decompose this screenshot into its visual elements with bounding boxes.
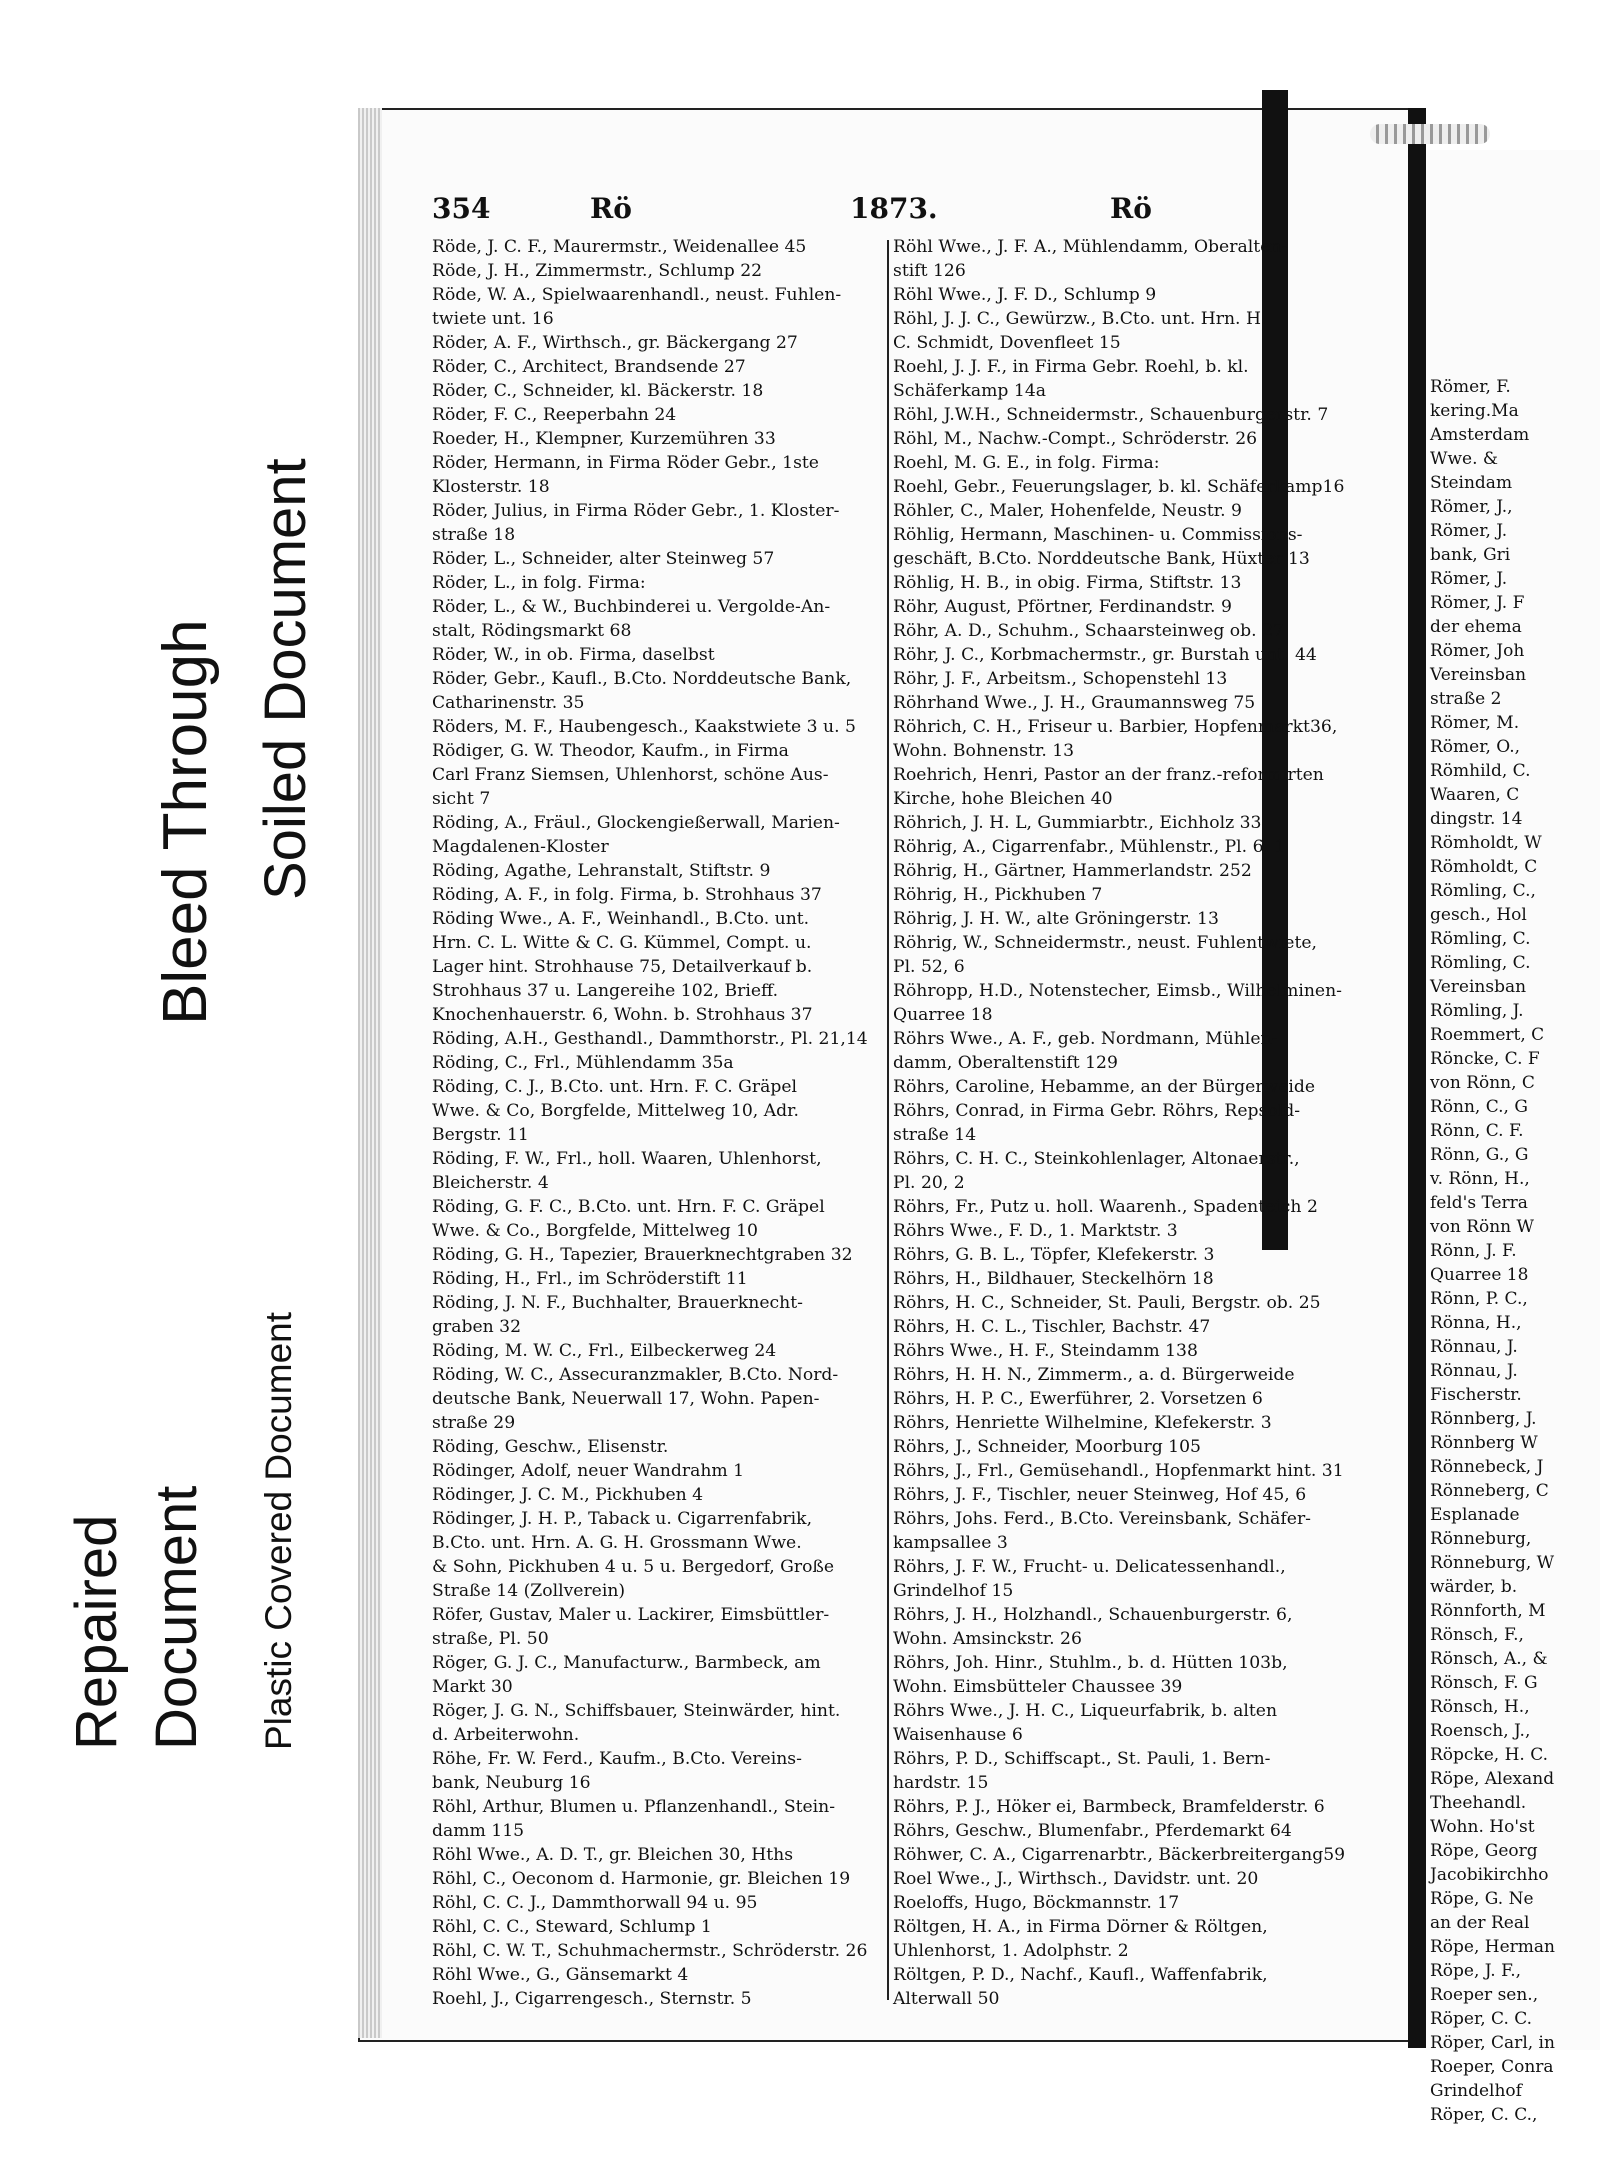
directory-entry-line: Carl Franz Siemsen, Uhlenhorst, schöne Aus- xyxy=(432,765,829,785)
directory-entry-line: Wwe. & Co, Borgfelde, Mittelweg 10, Adr. xyxy=(432,1101,799,1121)
directory-entry-line: Röhrig, H., Pickhuben 7 xyxy=(893,885,1103,905)
facing-page-entry-line: Grindelhof xyxy=(1430,2081,1522,2101)
directory-entry-line: Röhrs, H. P. C., Ewerführer, 2. Vorsetzen 6 xyxy=(893,1389,1263,1409)
label-soiled-box xyxy=(250,330,325,930)
directory-entry-line: Röhl Wwe., G., Gänsemarkt 4 xyxy=(432,1965,689,1985)
facing-page-entry-line: straße 2 xyxy=(1430,689,1502,709)
facing-page-entry-line: Rönn, P. C., xyxy=(1430,1289,1528,1309)
directory-entry-line: sicht 7 xyxy=(432,789,491,809)
facing-page-entry-line: Röpe, Georg xyxy=(1430,1841,1538,1861)
directory-entry-line: Waisenhause 6 xyxy=(893,1725,1023,1745)
directory-entry-line: straße 29 xyxy=(432,1413,516,1433)
directory-entry-line: twiete unt. 16 xyxy=(432,309,554,329)
directory-entry-line: Klosterstr. 18 xyxy=(432,477,550,497)
directory-entry-line: & Sohn, Pickhuben 4 u. 5 u. Bergedorf, Große xyxy=(432,1557,835,1577)
directory-entry-line: Rödinger, J. C. M., Pickhuben 4 xyxy=(432,1485,704,1505)
page-number: 354 xyxy=(432,192,491,225)
page-edges xyxy=(358,108,382,2038)
directory-entry-line: graben 32 xyxy=(432,1317,522,1337)
directory-entry-line: Röding, Geschw., Elisenstr. xyxy=(432,1437,669,1457)
facing-page-entry-line: gesch., Hol xyxy=(1430,905,1527,925)
facing-page-entry-line: Römer, O., xyxy=(1430,737,1521,757)
facing-page-entry-line: Roeper sen., xyxy=(1430,1985,1539,2005)
directory-entry-line: stift 126 xyxy=(893,261,966,281)
book-gutter xyxy=(1408,108,1426,2048)
directory-entry-line: B.Cto. unt. Hrn. A. G. H. Grossmann Wwe. xyxy=(432,1533,802,1553)
directory-entry-line: Röhrig, H., Gärtner, Hammerlandstr. 252 xyxy=(893,861,1252,881)
facing-page-entry-line: Roeper, Conra xyxy=(1430,2057,1554,2077)
directory-entry-line: Röhrs, J. F. W., Frucht- u. Delicatessenhandl., xyxy=(893,1557,1286,1577)
directory-entry-line: Röding, A. F., in folg. Firma, b. Strohhaus 37 xyxy=(432,885,822,905)
directory-entry-line: Röhe, Fr. W. Ferd., Kaufm., B.Cto. Vereins- xyxy=(432,1749,802,1769)
directory-entry-line: Röhrs, Geschw., Blumenfabr., Pferdemarkt 64 xyxy=(893,1821,1292,1841)
directory-entry-line: Röding, C., Frl., Mühlendamm 35a xyxy=(432,1053,734,1073)
directory-entry-line: Röhrs, J., Frl., Gemüsehandl., Hopfenmarkt hint. 31 xyxy=(893,1461,1344,1481)
directory-entry-line: Röders, M. F., Haubengesch., Kaakstwiete 3 u. 5 xyxy=(432,717,856,737)
facing-page-column xyxy=(1430,375,1555,2127)
facing-page-entry-line: Rönnforth, M xyxy=(1430,1601,1546,1621)
facing-page-entry-line: Römer, F. xyxy=(1430,377,1511,397)
facing-page-entry-line: Roensch, J., xyxy=(1430,1721,1531,1741)
directory-entry-line: Röhrs, J. F., Tischler, neuer Steinweg, Hof 45, 6 xyxy=(893,1485,1307,1505)
directory-entry-line: Röhl Wwe., J. F. D., Schlump 9 xyxy=(893,285,1157,305)
left-column xyxy=(432,235,882,2011)
directory-entry-line: Röding, C. J., B.Cto. unt. Hrn. F. C. Gräpel xyxy=(432,1077,797,1097)
bookmark-cord xyxy=(1370,124,1490,144)
directory-entry-line: Röhl, C. C. J., Dammthorwall 94 u. 95 xyxy=(432,1893,758,1913)
directory-entry-line: Röhrs, Henriette Wilhelmine, Klefekerstr. 3 xyxy=(893,1413,1272,1433)
facing-page-entry-line: Röper, Carl, in xyxy=(1430,2033,1555,2053)
directory-entry-line: Röhlig, H. B., in obig. Firma, Stiftstr. 13 xyxy=(893,573,1242,593)
facing-page-entry-line: Roemmert, C xyxy=(1430,1025,1545,1045)
facing-page-entry-line: Römholdt, C xyxy=(1430,857,1538,877)
facing-page-entry-line: Römling, J. xyxy=(1430,1001,1524,1021)
facing-page-entry-line: Römholdt, W xyxy=(1430,833,1542,853)
facing-page-entry-line: Römer, J. F xyxy=(1430,593,1525,613)
directory-entry-line: Röhl, C. W. T., Schuhmachermstr., Schröderstr. 26 xyxy=(432,1941,868,1961)
directory-entry-line: Röhrs, H. H. N., Zimmerm., a. d. Bürgerweide xyxy=(893,1365,1295,1385)
directory-entry-line: Röhl Wwe., J. F. A., Mühlendamm, Oberalten- xyxy=(893,237,1288,257)
directory-entry-line: Röhlig, Hermann, Maschinen- u. Commissions- xyxy=(893,525,1303,545)
left-running-head: Rö xyxy=(590,192,632,225)
directory-entry-line: Röhrs, Joh. Hinr., Stuhlm., b. d. Hütten 103b, xyxy=(893,1653,1288,1673)
directory-entry-line: Röder, L., & W., Buchbinderei u. Vergolde-An- xyxy=(432,597,831,617)
directory-entry-line: Roel Wwe., J., Wirthsch., Davidstr. unt. 20 xyxy=(893,1869,1259,1889)
directory-entry-line: Röding, G. H., Tapezier, Brauerknechtgraben 32 xyxy=(432,1245,853,1265)
facing-page-entry-line: Rönsch, H., xyxy=(1430,1697,1530,1717)
directory-entry-line: Catharinenstr. 35 xyxy=(432,693,585,713)
directory-entry-line: straße 14 xyxy=(893,1125,977,1145)
repaired-label-line2: Document xyxy=(144,1485,209,1750)
directory-entry-line: hardstr. 15 xyxy=(893,1773,989,1793)
directory-entry-line: Röhrs Wwe., A. F., geb. Nordmann, Mühlen- xyxy=(893,1029,1278,1049)
label-repaired-box xyxy=(55,1370,225,1770)
facing-page-entry-line: Röpe, Herman xyxy=(1430,1937,1556,1957)
directory-entry-line: Röhr, August, Pförtner, Ferdinandstr. 9 xyxy=(893,597,1232,617)
directory-entry-line: straße, Pl. 50 xyxy=(432,1629,549,1649)
directory-entry-line: Röhrs Wwe., F. D., 1. Marktstr. 3 xyxy=(893,1221,1178,1241)
facing-page-entry-line: der ehema xyxy=(1430,617,1522,637)
directory-entry-line: Wohn. Amsinckstr. 26 xyxy=(893,1629,1082,1649)
directory-entry-line: deutsche Bank, Neuerwall 17, Wohn. Papen- xyxy=(432,1389,820,1409)
directory-entry-line: Röder, Hermann, in Firma Röder Gebr., 1ste xyxy=(432,453,819,473)
directory-entry-line: geschäft, B.Cto. Norddeutsche Bank, Hüxter 13 xyxy=(893,549,1310,569)
directory-entry-line: Röhrs, P. J., Höker ei, Barmbeck, Bramfelderstr. 6 xyxy=(893,1797,1325,1817)
directory-entry-line: Pl. 52, 6 xyxy=(893,957,965,977)
directory-entry-line: Röhl Wwe., A. D. T., gr. Bleichen 30, Hths xyxy=(432,1845,794,1865)
directory-entry-line: Wohn. Eimsbütteler Chaussee 39 xyxy=(893,1677,1183,1697)
directory-entry-line: Röhrs, Conrad, in Firma Gebr. Röhrs, Repsold- xyxy=(893,1101,1301,1121)
repaired-label-line1: Repaired xyxy=(64,1514,129,1750)
directory-entry-line: C. Schmidt, Dovenfleet 15 xyxy=(893,333,1121,353)
facing-page-entry-line: Rönn, G., G xyxy=(1430,1145,1529,1165)
facing-page-entry-line: Rönneburg, W xyxy=(1430,1553,1555,1573)
directory-entry-line: Straße 14 (Zollverein) xyxy=(432,1581,626,1601)
directory-entry-line: Röfer, Gustav, Maler u. Lackirer, Eimsbüttler- xyxy=(432,1605,830,1625)
directory-entry-line: Röhr, A. D., Schuhm., Schaarsteinweg ob. 27 xyxy=(893,621,1284,641)
directory-entry-line: stalt, Rödingsmarkt 68 xyxy=(432,621,632,641)
directory-entry-line: Röhl, J.W.H., Schneidermstr., Schauenburgerstr. 7 xyxy=(893,405,1329,425)
directory-entry-line: Röhrig, J. H. W., alte Gröningerstr. 13 xyxy=(893,909,1219,929)
directory-entry-line: Röhrs Wwe., J. H. C., Liqueurfabrik, b. alten xyxy=(893,1701,1278,1721)
directory-entry-line: Uhlenhorst, 1. Adolphstr. 2 xyxy=(893,1941,1129,1961)
directory-entry-line: Röding, H., Frl., im Schröderstift 11 xyxy=(432,1269,748,1289)
facing-page-entry-line: an der Real xyxy=(1430,1913,1530,1933)
facing-page-entry-line: Rönnebeck, J xyxy=(1430,1457,1544,1477)
directory-entry-line: Röhrs, G. B. L., Töpfer, Klefekerstr. 3 xyxy=(893,1245,1215,1265)
bleed-through-label: Bleed Through xyxy=(151,619,220,1025)
directory-entry-line: Röder, Gebr., Kaufl., B.Cto. Norddeutsche Bank, xyxy=(432,669,852,689)
facing-page-entry-line: Römer, M. xyxy=(1430,713,1520,733)
directory-entry-line: Röding, G. F. C., B.Cto. unt. Hrn. F. C. Gräpel xyxy=(432,1197,825,1217)
directory-entry-line: Röding Wwe., A. F., Weinhandl., B.Cto. unt. xyxy=(432,909,810,929)
directory-entry-line: Rödinger, J. H. P., Taback u. Cigarrenfabrik, xyxy=(432,1509,813,1529)
directory-entry-line: bank, Neuburg 16 xyxy=(432,1773,591,1793)
facing-page-entry-line: Rönnau, J. xyxy=(1430,1337,1518,1357)
directory-entry-line: Röder, W., in ob. Firma, daselbst xyxy=(432,645,715,665)
directory-entry-line: Röder, F. C., Reeperbahn 24 xyxy=(432,405,677,425)
right-running-head: Rö xyxy=(1110,192,1152,225)
directory-entry-line: Röhropp, H.D., Notenstecher, Eimsb., Wilhelminen- xyxy=(893,981,1342,1001)
facing-page-entry-line: Rönneberg, C xyxy=(1430,1481,1549,1501)
directory-entry-line: Röder, Julius, in Firma Röder Gebr., 1. Kloster- xyxy=(432,501,840,521)
directory-entry-line: damm 115 xyxy=(432,1821,525,1841)
facing-page-entry-line: Theehandl. xyxy=(1430,1793,1527,1813)
facing-page-entry-line: Esplanade xyxy=(1430,1505,1520,1525)
directory-entry-line: Röding, Agathe, Lehranstalt, Stiftstr. 9 xyxy=(432,861,771,881)
directory-entry-line: Wwe. & Co., Borgfelde, Mittelweg 10 xyxy=(432,1221,758,1241)
directory-entry-line: Röhrhand Wwe., J. H., Graumannsweg 75 xyxy=(893,693,1256,713)
directory-entry-line: Hrn. C. L. Witte & C. G. Kümmel, Compt. u. xyxy=(432,933,812,953)
directory-entry-line: Röger, J. G. N., Schiffsbauer, Steinwärder, hint. xyxy=(432,1701,841,1721)
facing-page-entry-line: Römer, J., xyxy=(1430,497,1513,517)
column-divider xyxy=(887,240,889,2000)
directory-entry-line: Röhrs, H. C. L., Tischler, Bachstr. 47 xyxy=(893,1317,1211,1337)
directory-entry-line: Röhrich, J. H. L, Gummiarbtr., Eichholz 33 xyxy=(893,813,1262,833)
facing-page-entry-line: feld's Terra xyxy=(1430,1193,1528,1213)
facing-page-entry-line: kering.Ma xyxy=(1430,401,1519,421)
directory-entry-line: Röhrig, A., Cigarrenfabr., Mühlenstr., Pl. 6, 1 xyxy=(893,837,1286,857)
directory-entry-line: Quarree 18 xyxy=(893,1005,993,1025)
directory-entry-line: Röhwer, C. A., Cigarrenarbtr., Bäckerbreitergang59 xyxy=(893,1845,1346,1865)
directory-entry-line: Röding, A., Fräul., Glockengießerwall, Marien- xyxy=(432,813,840,833)
directory-entry-line: damm, Oberaltenstift 129 xyxy=(893,1053,1118,1073)
directory-entry-line: Lager hint. Strohhause 75, Detailverkauf b. xyxy=(432,957,813,977)
facing-page-entry-line: Rönnberg, J. xyxy=(1430,1409,1537,1429)
directory-entry-line: Röhrs, J. H., Holzhandl., Schauenburgerstr. 6, xyxy=(893,1605,1293,1625)
right-column xyxy=(893,235,1345,2011)
directory-entry-line: Grindelhof 15 xyxy=(893,1581,1014,1601)
directory-entry-line: Roehl, J. J. F., in Firma Gebr. Roehl, b. kl. xyxy=(893,357,1249,377)
facing-page-entry-line: Römling, C., xyxy=(1430,881,1536,901)
label-bleed-through-box xyxy=(150,345,230,1045)
directory-entry-line: Strohhaus 37 u. Langereihe 102, Brieff. xyxy=(432,981,779,1001)
facing-page-entry-line: Römer, J. xyxy=(1430,521,1508,541)
facing-page-entry-line: wärder, b. xyxy=(1430,1577,1518,1597)
facing-page-entry-line: von Rönn W xyxy=(1430,1217,1535,1237)
facing-page-entry-line: Römer, Joh xyxy=(1430,641,1525,661)
directory-entry-line: Röhrs, Fr., Putz u. holl. Waarenh., Spadenteich 2 xyxy=(893,1197,1318,1217)
facing-page-entry-line: Rönn, J. F. xyxy=(1430,1241,1517,1261)
directory-entry-line: Bleicherstr. 4 xyxy=(432,1173,549,1193)
directory-entry-line: Magdalenen-Kloster xyxy=(432,837,609,857)
directory-entry-line: Röding, J. N. F., Buchhalter, Brauerknecht- xyxy=(432,1293,803,1313)
facing-page-entry-line: Römer, J. xyxy=(1430,569,1508,589)
directory-entry-line: Röder, L., in folg. Firma: xyxy=(432,573,646,593)
directory-entry-line: Röhrich, C. H., Friseur u. Barbier, Hopfenmarkt36, xyxy=(893,717,1338,737)
directory-entry-line: kampsallee 3 xyxy=(893,1533,1008,1553)
soiled-document-label: Soiled Document xyxy=(253,458,318,900)
facing-page-entry-line: Röpe, Alexand xyxy=(1430,1769,1555,1789)
directory-entry-line: Röhrig, W., Schneidermstr., neust. Fuhlentwiete, xyxy=(893,933,1317,953)
facing-page-entry-line: Röpe, G. Ne xyxy=(1430,1889,1534,1909)
facing-page-entry-line: von Rönn, C xyxy=(1430,1073,1535,1093)
directory-entry-line: Röding, A.H., Gesthandl., Dammthorstr., Pl. 21,14 xyxy=(432,1029,868,1049)
facing-page-entry-line: Wwe. & xyxy=(1430,449,1499,469)
facing-page-entry-line: Röpe, J. F., xyxy=(1430,1961,1522,1981)
directory-entry-line: Röhler, C., Maler, Hohenfelde, Neustr. 9 xyxy=(893,501,1242,521)
directory-entry-line: Röde, W. A., Spielwaarenhandl., neust. Fuhlen- xyxy=(432,285,842,305)
facing-page-entry-line: Rönneburg, xyxy=(1430,1529,1532,1549)
facing-page-entry-line: Römhild, C. xyxy=(1430,761,1531,781)
directory-entry-line: Röltgen, P. D., Nachf., Kaufl., Waffenfabrik, xyxy=(893,1965,1268,1985)
directory-entry-line: Alterwall 50 xyxy=(893,1989,1000,2009)
facing-page-entry-line: Rönnberg W xyxy=(1430,1433,1538,1453)
facing-page-entry-line: Vereinsban xyxy=(1430,977,1527,997)
directory-entry-line: Roehl, J., Cigarrengesch., Sternstr. 5 xyxy=(432,1989,752,2009)
facing-page-entry-line: Amsterdam xyxy=(1430,425,1530,445)
label-plastic-box xyxy=(240,1150,335,1770)
facing-page-entry-line: Rönsch, A., & xyxy=(1430,1649,1548,1669)
facing-page-entry-line: Röper, C. C., xyxy=(1430,2105,1538,2125)
directory-entry-line: Roehl, M. G. E., in folg. Firma: xyxy=(893,453,1160,473)
facing-page-entry-line: Röpcke, H. C. xyxy=(1430,1745,1549,1765)
directory-entry-line: Röger, G. J. C., Manufacturw., Barmbeck, am xyxy=(432,1653,821,1673)
directory-entry-line: Röder, C., Schneider, kl. Bäckerstr. 18 xyxy=(432,381,764,401)
facing-page-entry-line: Rönn, C., G xyxy=(1430,1097,1528,1117)
directory-entry-line: Bergstr. 11 xyxy=(432,1125,529,1145)
directory-entry-line: Röhl, Arthur, Blumen u. Pflanzenhandl., Stein- xyxy=(432,1797,836,1817)
directory-entry-line: Röding, W. C., Assecuranzmakler, B.Cto. Nord- xyxy=(432,1365,839,1385)
directory-entry-line: Knochenhauerstr. 6, Wohn. b. Strohhaus 37 xyxy=(432,1005,813,1025)
directory-entry-line: straße 18 xyxy=(432,525,516,545)
directory-entry-line: Röhrs, Johs. Ferd., B.Cto. Vereinsbank, Schäfer- xyxy=(893,1509,1311,1529)
directory-entry-line: Röding, M. W. C., Frl., Eilbeckerweg 24 xyxy=(432,1341,777,1361)
directory-entry-line: Röding, F. W., Frl., holl. Waaren, Uhlenhorst, xyxy=(432,1149,822,1169)
facing-page-entry-line: bank, Gri xyxy=(1430,545,1511,565)
directory-entry-line: Markt 30 xyxy=(432,1677,513,1697)
facing-page-entry-line: Rönn, C. F. xyxy=(1430,1121,1524,1141)
directory-entry-line: Röde, J. C. F., Maurermstr., Weidenallee 45 xyxy=(432,237,807,257)
directory-entry-line: Röhr, J. C., Korbmachermstr., gr. Burstah unt. 44 xyxy=(893,645,1317,665)
directory-entry-line: Roeloffs, Hugo, Böckmannstr. 17 xyxy=(893,1893,1180,1913)
facing-page-entry-line: Römling, C. xyxy=(1430,953,1531,973)
directory-entry-line: Roehrich, Henri, Pastor an der franz.-reformirten xyxy=(893,765,1324,785)
directory-entry-line: Schäferkamp 14a xyxy=(893,381,1047,401)
directory-entry-line: Röhr, J. F., Arbeitsm., Schopenstehl 13 xyxy=(893,669,1228,689)
facing-page-entry-line: Rönnau, J. xyxy=(1430,1361,1518,1381)
directory-entry-line: Röder, L., Schneider, alter Steinweg 57 xyxy=(432,549,775,569)
facing-page-entry-line: Waaren, C xyxy=(1430,785,1520,805)
year-heading: 1873. xyxy=(850,192,938,225)
facing-page-entry-line: Rönsch, F., xyxy=(1430,1625,1524,1645)
directory-entry-line: Röhrs, H., Bildhauer, Steckelhörn 18 xyxy=(893,1269,1214,1289)
directory-entry-line: Röder, C., Architect, Brandsende 27 xyxy=(432,357,746,377)
directory-entry-line: Röde, J. H., Zimmermstr., Schlump 22 xyxy=(432,261,763,281)
directory-entry-line: Röhl, J. J. C., Gewürzw., B.Cto. unt. Hrn. H. xyxy=(893,309,1267,329)
directory-entry-line: Röltgen, H. A., in Firma Dörner & Röltgen, xyxy=(893,1917,1268,1937)
directory-entry-line: Röhrs, P. D., Schiffscapt., St. Pauli, 1. Bern- xyxy=(893,1749,1271,1769)
facing-page-entry-line: Jacobikirchho xyxy=(1430,1865,1549,1885)
facing-page-entry-line: Röncke, C. F xyxy=(1430,1049,1540,1069)
plastic-covered-label: Plastic Covered Document xyxy=(258,1311,299,1750)
directory-entry-line: Kirche, hohe Bleichen 40 xyxy=(893,789,1113,809)
directory-entry-line: Röhrs, C. H. C., Steinkohlenlager, Altonaerstr., xyxy=(893,1149,1300,1169)
directory-entry-line: Wohn. Bohnenstr. 13 xyxy=(893,741,1075,761)
facing-page-entry-line: Wohn. Ho'st xyxy=(1430,1817,1535,1837)
facing-page-entry-line: dingstr. 14 xyxy=(1430,809,1523,829)
facing-page-entry-line: Rönsch, F. G xyxy=(1430,1673,1538,1693)
facing-page-entry-line: Römling, C. xyxy=(1430,929,1531,949)
directory-entry-line: Röhl, C. C., Steward, Schlump 1 xyxy=(432,1917,712,1937)
directory-entry-line: Röhrs, J., Schneider, Moorburg 105 xyxy=(893,1437,1201,1457)
facing-page-entry-line: Vereinsban xyxy=(1430,665,1527,685)
directory-entry-line: Röhrs Wwe., H. F., Steindamm 138 xyxy=(893,1341,1198,1361)
facing-page-entry-line: Quarree 18 xyxy=(1430,1265,1529,1285)
directory-entry-line: Rödiger, G. W. Theodor, Kaufm., in Firma xyxy=(432,741,789,761)
facing-page-entry-line: v. Rönn, H., xyxy=(1430,1169,1530,1189)
facing-page-entry-line: Fischerstr. xyxy=(1430,1385,1522,1405)
directory-entry-line: Roehl, Gebr., Feuerungslager, b. kl. Schäferkamp16 xyxy=(893,477,1345,497)
facing-page-entry-line: Rönna, H., xyxy=(1430,1313,1522,1333)
facing-page-entry-line: Steindam xyxy=(1430,473,1513,493)
directory-entry-line: Röhl, C., Oeconom d. Harmonie, gr. Bleichen 19 xyxy=(432,1869,851,1889)
directory-entry-line: Pl. 20, 2 xyxy=(893,1173,965,1193)
directory-entry-line: Röhrs, Caroline, Hebamme, an der Bürgerweide xyxy=(893,1077,1316,1097)
facing-page xyxy=(1426,150,1600,2125)
directory-entry-line: Röhrs, H. C., Schneider, St. Pauli, Bergstr. ob. 25 xyxy=(893,1293,1321,1313)
directory-entry-line: Rödinger, Adolf, neuer Wandrahm 1 xyxy=(432,1461,745,1481)
directory-entry-line: Roeder, H., Klempner, Kurzemühren 33 xyxy=(432,429,776,449)
directory-entry-line: Röder, A. F., Wirthsch., gr. Bäckergang 27 xyxy=(432,333,798,353)
facing-page-entry-line: Röper, C. C. xyxy=(1430,2009,1533,2029)
directory-entry-line: Röhl, M., Nachw.-Compt., Schröderstr. 26 xyxy=(893,429,1258,449)
directory-entry-line: d. Arbeiterwohn. xyxy=(432,1725,580,1745)
